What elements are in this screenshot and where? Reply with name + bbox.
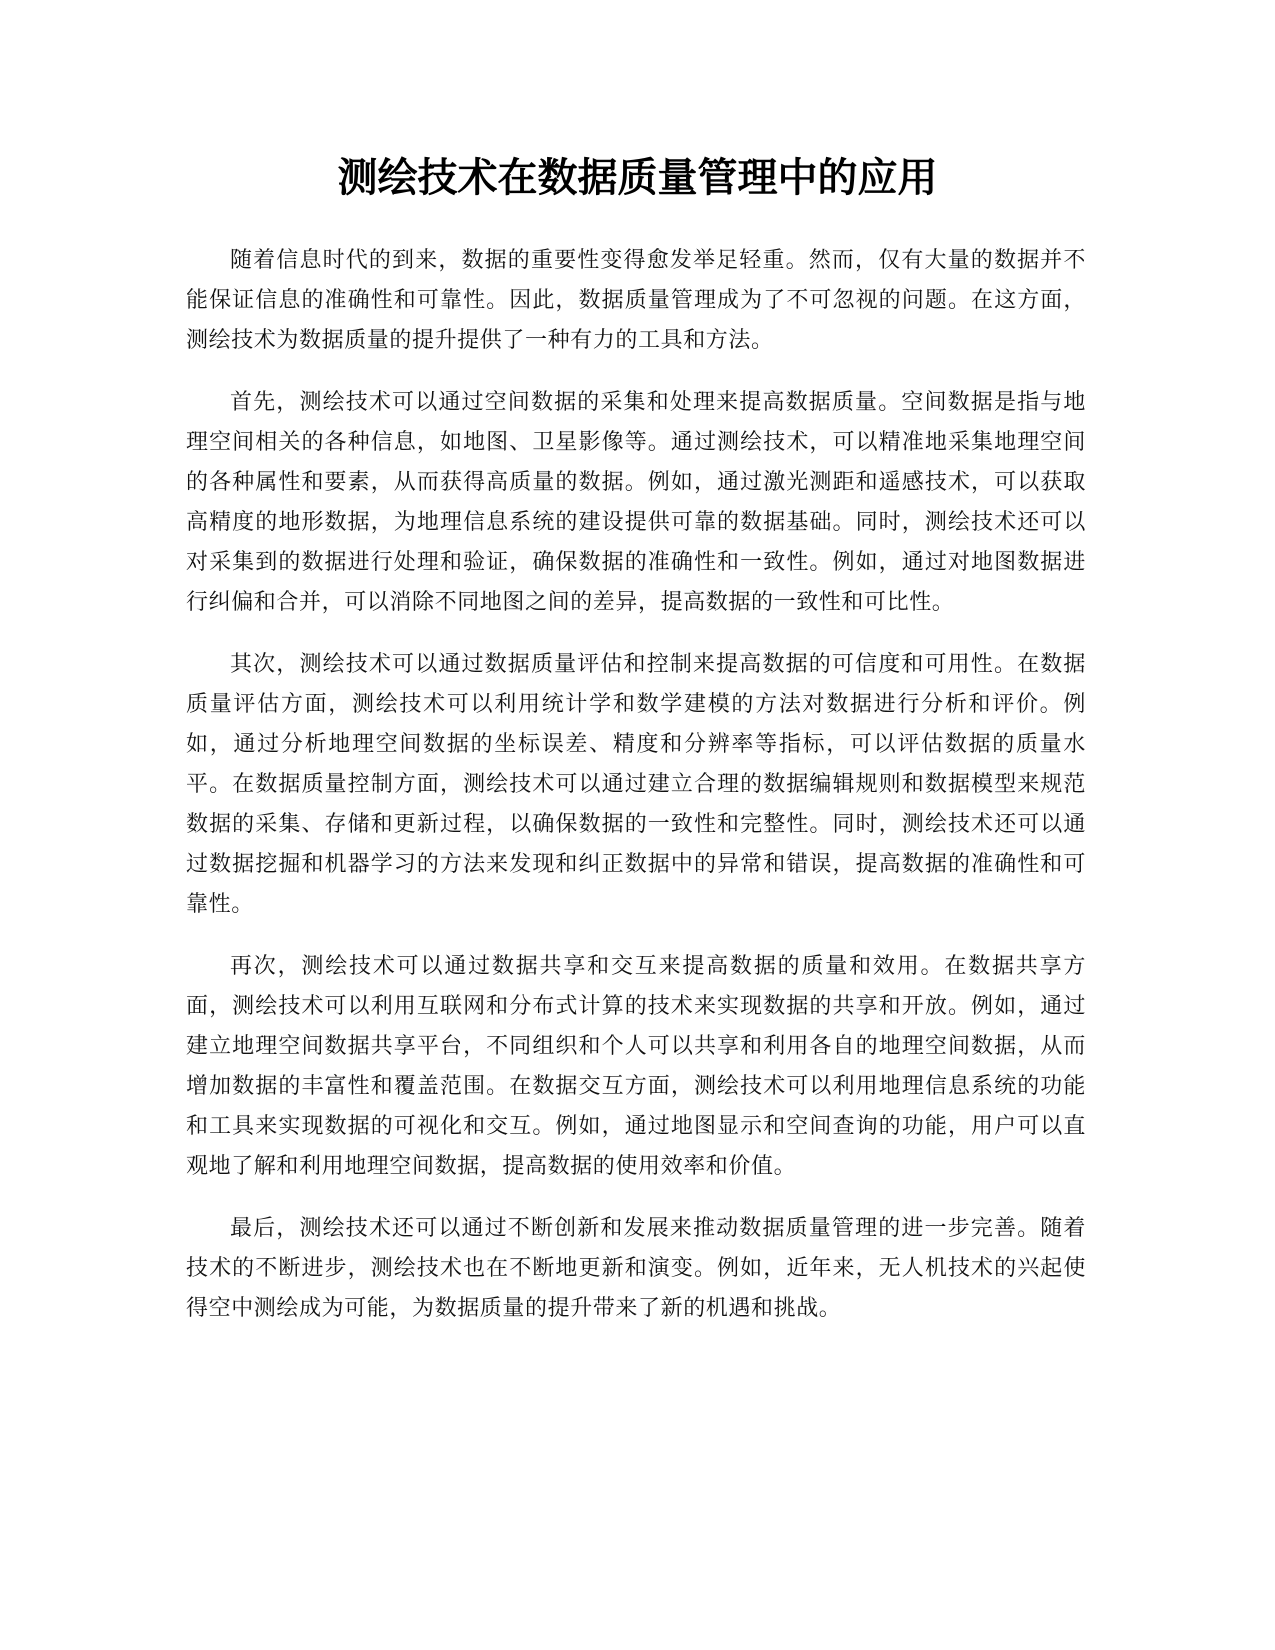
document-title: 测绘技术在数据质量管理中的应用 xyxy=(337,155,938,201)
paragraph-third: 再次，测绘技术可以通过数据共享和交互来提高数据的质量和效用。在数据共享方面，测绘技术可以利用互联网和分布式计算的技术来实现数据的共享和开放。例如，通过建立地理空间数据共享平台，不同组织和个人可以共享和利用各自的地理空间数据，从而增加数据的丰富性和覆盖范围。在数据交互方面，测绘技术可以利用地理信息系统的功能和工具来实现数据的可视化和交互。例如，通过地图显示和空间查询的功能，用户可以直观地了解和利用地理空间数据，提高数据的使用效率和价值。 xyxy=(186,954,1086,1179)
paragraph-intro: 随着信息时代的到来，数据的重要性变得愈发举足轻重。然而，仅有大量的数据并不能保证信息的准确性和可靠性。因此，数据质量管理成为了不可忽视的问题。在这方面，测绘技术为数据质量的提升提供了一种有力的工具和方法。 xyxy=(186,248,1086,353)
document-body xyxy=(186,241,1086,1351)
paragraph-final: 最后，测绘技术还可以通过不断创新和发展来推动数据质量管理的进一步完善。随着技术的不断进步，测绘技术也在不断地更新和演变。例如，近年来，无人机技术的兴起使得空中测绘成为可能，为数据质量的提升带来了新的机遇和挑战。 xyxy=(186,1216,1086,1321)
paragraph-second: 其次，测绘技术可以通过数据质量评估和控制来提高数据的可信度和可用性。在数据质量评估方面，测绘技术可以利用统计学和数学建模的方法对数据进行分析和评价。例如，通过分析地理空间数据的坐标误差、精度和分辨率等指标，可以评估数据的质量水平。在数据质量控制方面，测绘技术可以通过建立合理的数据编辑规则和数据模型来规范数据的采集、存储和更新过程，以确保数据的一致性和完整性。同时，测绘技术还可以通过数据挖掘和机器学习的方法来发现和纠正数据中的异常和错误，提高数据的准确性和可靠性。 xyxy=(186,652,1086,917)
paragraph-first: 首先，测绘技术可以通过空间数据的采集和处理来提高数据质量。空间数据是指与地理空间相关的各种信息，如地图、卫星影像等。通过测绘技术，可以精准地采集地理空间的各种属性和要素，从而获得高质量的数据。例如，通过激光测距和遥感技术，可以获取高精度的地形数据，为地理信息系统的建设提供可靠的数据基础。同时，测绘技术还可以对采集到的数据进行处理和验证，确保数据的准确性和一致性。例如，通过对地图数据进行纠偏和合并，可以消除不同地图之间的差异，提高数据的一致性和可比性。 xyxy=(186,390,1086,615)
